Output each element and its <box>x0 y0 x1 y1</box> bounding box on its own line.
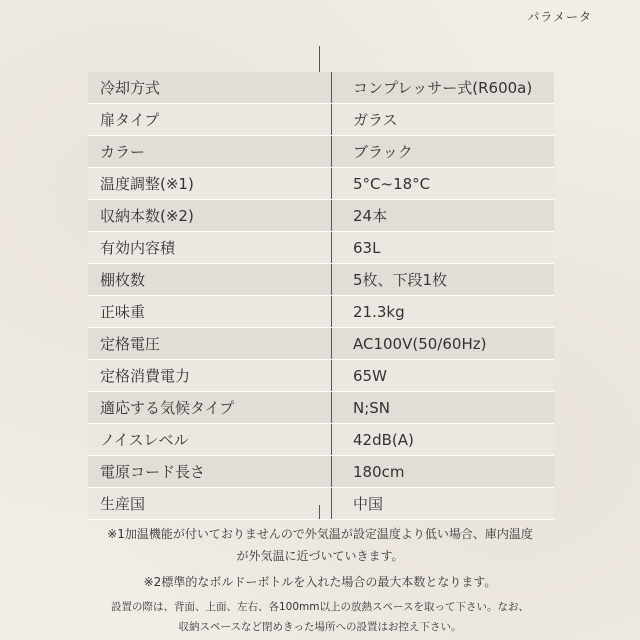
spec-label: カラー <box>88 136 332 167</box>
spec-value: 63L <box>353 238 381 257</box>
spec-value: コンプレッサー式(R600a) <box>353 79 533 97</box>
spec-label: ノイスレベル <box>88 424 332 455</box>
spec-row <box>88 392 554 424</box>
spec-value: 5枚、下段1枚 <box>353 271 448 289</box>
spec-row <box>88 168 554 200</box>
spec-label: 棚枚数 <box>88 264 332 295</box>
spec-row <box>88 488 554 520</box>
spec-value: N;SN <box>353 398 391 417</box>
spec-label: 適応する気候タイプ <box>88 392 332 423</box>
spec-value: 42dB(A) <box>353 430 414 449</box>
spec-value: ガラス <box>353 111 398 129</box>
spec-row <box>88 200 554 232</box>
spec-row <box>88 136 554 168</box>
page-title: パラメータ <box>527 10 592 24</box>
spec-value: 21.3kg <box>353 302 405 321</box>
spec-label: 扉タイプ <box>88 104 332 135</box>
spec-row <box>88 72 554 104</box>
spec-value: ブラック <box>353 143 413 161</box>
spec-row <box>88 104 554 136</box>
spec-value: 中国 <box>353 495 384 513</box>
note-3-line-2: 収納スペースなど閉めきった場所への設置はお控え下さい。 <box>178 621 462 633</box>
spec-value: AC100V(50/60Hz) <box>353 334 487 353</box>
note-2: ※2標準的なボルドーボトルを入れた場合の最大本数となります。 <box>143 575 497 589</box>
spec-label: 有効内容積 <box>88 232 332 263</box>
spec-label: 収納本数(※2) <box>88 200 332 231</box>
spec-label: 定格電圧 <box>88 328 332 359</box>
spec-row <box>88 424 554 456</box>
spec-table <box>88 72 554 520</box>
spec-row <box>88 264 554 296</box>
column-divider-top <box>319 46 320 72</box>
note-3-line-1: 設置の際は、背面、上面、左右、各100mm以上の放熱スペースを取って下さい。なお、 <box>111 601 529 613</box>
spec-value: 65W <box>353 366 387 385</box>
spec-value: 24本 <box>353 207 388 225</box>
spec-value: 180cm <box>353 462 405 481</box>
spec-label: 生産国 <box>88 488 332 519</box>
spec-label: 温度調整(※1) <box>88 168 332 199</box>
note-1-line-1: ※1加温機能が付いておりませんので外気温が設定温度より低い場合、庫内温度 <box>107 527 533 541</box>
spec-row <box>88 456 554 488</box>
spec-row <box>88 328 554 360</box>
spec-row <box>88 296 554 328</box>
spec-value: 5°C~18°C <box>353 174 431 193</box>
footnotes <box>0 523 640 637</box>
spec-label: 電原コード長さ <box>88 456 332 487</box>
column-divider-bottom <box>319 505 320 519</box>
spec-label: 正味重 <box>88 296 332 327</box>
spec-label: 冷却方式 <box>88 72 332 103</box>
note-1-line-2: が外気温に近づいていきます。 <box>236 549 404 563</box>
spec-row <box>88 360 554 392</box>
spec-row <box>88 232 554 264</box>
spec-label: 定格消費電力 <box>88 360 332 391</box>
